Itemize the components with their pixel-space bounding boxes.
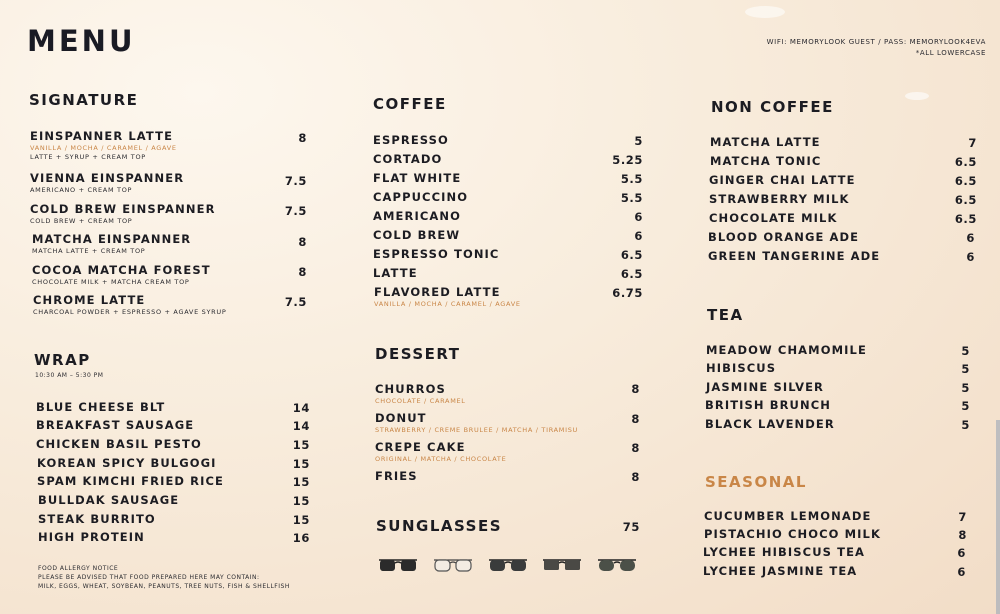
item-price: 15 bbox=[292, 494, 310, 508]
item-price: 5.5 bbox=[620, 172, 643, 186]
menu-item bbox=[705, 398, 831, 412]
wrap-hours: 10:30 AM – 5:30 PM bbox=[35, 372, 104, 379]
section-title-tea: TEA bbox=[707, 306, 744, 324]
item-name: DONUT bbox=[375, 411, 427, 425]
menu-item bbox=[706, 343, 867, 357]
item-price: 6 bbox=[966, 231, 975, 245]
menu-item bbox=[374, 285, 521, 308]
item-name: CORTADO bbox=[373, 152, 443, 166]
item-name: LYCHEE HIBISCUS TEA bbox=[703, 545, 866, 559]
menu-item bbox=[30, 202, 216, 225]
item-description: COLD BREW + CREAM TOP bbox=[30, 217, 133, 225]
item-name: ESPRESSO TONIC bbox=[373, 247, 500, 261]
item-name: BLOOD ORANGE ADE bbox=[708, 230, 860, 244]
item-name: MATCHA LATTE bbox=[710, 135, 821, 149]
sunglasses-price: 75 bbox=[622, 520, 640, 534]
item-price: 16 bbox=[292, 531, 310, 545]
item-price: 8 bbox=[298, 235, 307, 249]
menu-item bbox=[703, 564, 857, 578]
item-options: VANILLA / MOCHA / CARAMEL / AGAVE bbox=[374, 300, 521, 308]
menu-item bbox=[708, 230, 859, 244]
section-title-dessert: DESSERT bbox=[375, 345, 461, 363]
menu-item bbox=[37, 456, 217, 470]
item-price: 15 bbox=[292, 475, 310, 489]
menu-item bbox=[38, 512, 156, 526]
sunglasses-icon bbox=[542, 556, 582, 576]
item-options: ORIGINAL / MATCHA / CHOCOLATE bbox=[375, 455, 507, 463]
item-name: CUCUMBER LEMONADE bbox=[704, 509, 872, 523]
item-options: VANILLA / MOCHA / CARAMEL / AGAVE bbox=[30, 144, 177, 152]
item-name: BLACK LAVENDER bbox=[705, 417, 835, 431]
menu-item bbox=[36, 418, 194, 432]
item-name: CHROME LATTE bbox=[33, 293, 146, 307]
section-title-seasonal: SEASONAL bbox=[705, 473, 807, 491]
item-price: 6.5 bbox=[620, 248, 643, 262]
wifi-note: *ALL LOWERCASE bbox=[915, 49, 986, 57]
sunglasses-icon bbox=[488, 556, 528, 576]
menu-item bbox=[373, 171, 461, 185]
menu-item bbox=[375, 382, 466, 405]
item-price: 7.5 bbox=[284, 204, 307, 218]
item-price: 8 bbox=[631, 441, 640, 455]
item-price: 5.5 bbox=[620, 191, 643, 205]
item-name: GREEN TANGERINE ADE bbox=[708, 249, 881, 263]
menu-item bbox=[705, 417, 835, 431]
item-name: CHOCOLATE MILK bbox=[709, 211, 838, 225]
menu-item bbox=[708, 249, 880, 263]
item-name: AMERICANO bbox=[373, 209, 461, 223]
item-options: CHOCOLATE / CARAMEL bbox=[375, 397, 466, 405]
board-edge bbox=[996, 420, 1000, 614]
item-name: KOREAN SPICY BULGOGI bbox=[37, 456, 217, 470]
item-name: LYCHEE JASMINE TEA bbox=[703, 564, 858, 578]
menu-item bbox=[706, 361, 776, 375]
menu-item bbox=[375, 469, 418, 483]
allergy-notice-text: PLEASE BE ADVISED THAT FOOD PREPARED HERE MAY CONTAIN: bbox=[38, 574, 260, 581]
menu-item bbox=[373, 133, 449, 147]
item-price: 6 bbox=[966, 250, 975, 264]
menu-item bbox=[703, 545, 865, 559]
item-description: CHOCOLATE MILK + MATCHA CREAM TOP bbox=[32, 278, 190, 286]
item-description: MATCHA LATTE + CREAM TOP bbox=[32, 247, 146, 255]
item-name: PISTACHIO CHOCO MILK bbox=[704, 527, 881, 541]
light-glare bbox=[905, 92, 929, 100]
item-price: 15 bbox=[292, 438, 310, 452]
menu-item bbox=[710, 154, 821, 168]
item-price: 8 bbox=[631, 412, 640, 426]
item-price: 8 bbox=[298, 131, 307, 145]
menu-item bbox=[373, 152, 442, 166]
sunglasses-icon bbox=[433, 556, 473, 576]
item-price: 14 bbox=[292, 401, 310, 415]
menu-item bbox=[37, 474, 224, 488]
menu-item bbox=[36, 437, 202, 451]
item-name: LATTE bbox=[373, 266, 418, 280]
item-name: BRITISH BRUNCH bbox=[705, 398, 831, 412]
sunglasses-icon bbox=[597, 556, 637, 576]
item-description: CHARCOAL POWDER + ESPRESSO + AGAVE SYRUP bbox=[33, 308, 227, 316]
menu-item bbox=[704, 509, 872, 523]
item-price: 8 bbox=[958, 528, 967, 542]
item-price: 7 bbox=[958, 510, 967, 524]
sunglasses-icon bbox=[378, 556, 418, 576]
item-name: MATCHA EINSPANNER bbox=[32, 232, 192, 246]
item-price: 6.5 bbox=[620, 267, 643, 281]
item-price: 5 bbox=[961, 399, 970, 413]
menu-item bbox=[373, 209, 461, 223]
item-name: STRAWBERRY MILK bbox=[709, 192, 850, 206]
item-name: BLUE CHEESE BLT bbox=[36, 400, 166, 414]
item-price: 6.75 bbox=[612, 286, 643, 300]
item-price: 7.5 bbox=[284, 295, 307, 309]
item-name: MEADOW CHAMOMILE bbox=[706, 343, 867, 357]
menu-item bbox=[373, 266, 418, 280]
item-price: 6 bbox=[957, 546, 966, 560]
item-price: 6.5 bbox=[954, 174, 977, 188]
menu-item bbox=[38, 530, 145, 544]
menu-item bbox=[710, 135, 821, 149]
wifi-info bbox=[767, 37, 986, 59]
item-price: 8 bbox=[298, 265, 307, 279]
menu-item bbox=[38, 493, 179, 507]
item-name: ESPRESSO bbox=[373, 133, 449, 147]
menu-item bbox=[33, 293, 226, 316]
menu-item bbox=[375, 411, 578, 434]
item-name: COLD BREW EINSPANNER bbox=[30, 202, 216, 216]
item-price: 6 bbox=[634, 229, 643, 243]
item-price: 5 bbox=[961, 418, 970, 432]
item-name: FLAT WHITE bbox=[373, 171, 462, 185]
menu-item bbox=[32, 232, 191, 255]
item-name: HIGH PROTEIN bbox=[38, 530, 145, 544]
menu-item bbox=[373, 190, 468, 204]
item-description: LATTE + SYRUP + CREAM TOP bbox=[30, 153, 146, 161]
item-price: 6.5 bbox=[954, 193, 977, 207]
item-name: EINSPANNER LATTE bbox=[30, 129, 174, 143]
item-options: STRAWBERRY / CREME BRULEE / MATCHA / TIRAMISU bbox=[375, 426, 579, 434]
light-glare bbox=[745, 6, 785, 18]
item-price: 5 bbox=[961, 381, 970, 395]
item-name: VIENNA EINSPANNER bbox=[30, 171, 185, 185]
allergy-notice-list: MILK, EGGS, WHEAT, SOYBEAN, PEANUTS, TREE NUTS, FISH & SHELLFISH bbox=[38, 583, 290, 590]
item-name: BREAKFAST SAUSAGE bbox=[36, 418, 195, 432]
item-price: 6.5 bbox=[954, 212, 977, 226]
menu-item bbox=[373, 247, 499, 261]
menu-item bbox=[30, 129, 177, 161]
menu-title: MENU bbox=[27, 24, 136, 58]
item-price: 5.25 bbox=[612, 153, 643, 167]
item-name: CHURROS bbox=[375, 382, 446, 396]
item-name: JASMINE SILVER bbox=[706, 380, 824, 394]
item-price: 5 bbox=[961, 344, 970, 358]
item-price: 5 bbox=[634, 134, 643, 148]
item-name: HIBISCUS bbox=[706, 361, 777, 375]
menu-item bbox=[373, 228, 460, 242]
section-title-sunglasses: SUNGLASSES bbox=[376, 517, 502, 535]
item-name: COCOA MATCHA FOREST bbox=[32, 263, 211, 277]
menu-item bbox=[36, 400, 165, 414]
item-description: AMERICANO + CREAM TOP bbox=[30, 186, 133, 194]
item-price: 6.5 bbox=[954, 155, 977, 169]
menu-item bbox=[32, 263, 211, 286]
item-name: STEAK BURRITO bbox=[38, 512, 156, 526]
section-title-non-coffee: NON COFFEE bbox=[711, 98, 834, 116]
section-title-wrap: WRAP bbox=[34, 351, 91, 369]
item-name: GINGER CHAI LATTE bbox=[709, 173, 856, 187]
item-price: 15 bbox=[292, 513, 310, 527]
item-name: CREPE CAKE bbox=[375, 440, 466, 454]
item-price: 15 bbox=[292, 457, 310, 471]
allergy-notice-title: FOOD ALLERGY NOTICE bbox=[38, 565, 119, 572]
section-title-coffee: COFFEE bbox=[373, 95, 447, 113]
item-price: 6 bbox=[634, 210, 643, 224]
wifi-credentials: WIFI: MEMORYLOOK GUEST / PASS: MEMORYLOOK4EVA bbox=[766, 38, 986, 46]
item-price: 7 bbox=[968, 136, 977, 150]
menu-item bbox=[704, 527, 881, 541]
menu-item bbox=[30, 171, 184, 194]
item-price: 8 bbox=[631, 470, 640, 484]
item-name: CAPPUCCINO bbox=[373, 190, 469, 204]
item-price: 7.5 bbox=[284, 174, 307, 188]
item-name: COLD BREW bbox=[373, 228, 461, 242]
item-name: CHICKEN BASIL PESTO bbox=[36, 437, 202, 451]
item-name: MATCHA TONIC bbox=[710, 154, 822, 168]
menu-item bbox=[375, 440, 506, 463]
item-name: SPAM KIMCHI FRIED RICE bbox=[37, 474, 225, 488]
menu-item bbox=[706, 380, 824, 394]
section-title-signature: SIGNATURE bbox=[29, 91, 139, 109]
item-price: 6 bbox=[957, 565, 966, 579]
item-price: 5 bbox=[961, 362, 970, 376]
item-name: BULLDAK SAUSAGE bbox=[38, 493, 180, 507]
item-name: FRIES bbox=[375, 469, 418, 483]
menu-item bbox=[709, 211, 837, 225]
menu-item bbox=[709, 192, 850, 206]
menu-item bbox=[709, 173, 856, 187]
item-name: FLAVORED LATTE bbox=[374, 285, 501, 299]
item-price: 8 bbox=[631, 382, 640, 396]
item-price: 14 bbox=[292, 419, 310, 433]
